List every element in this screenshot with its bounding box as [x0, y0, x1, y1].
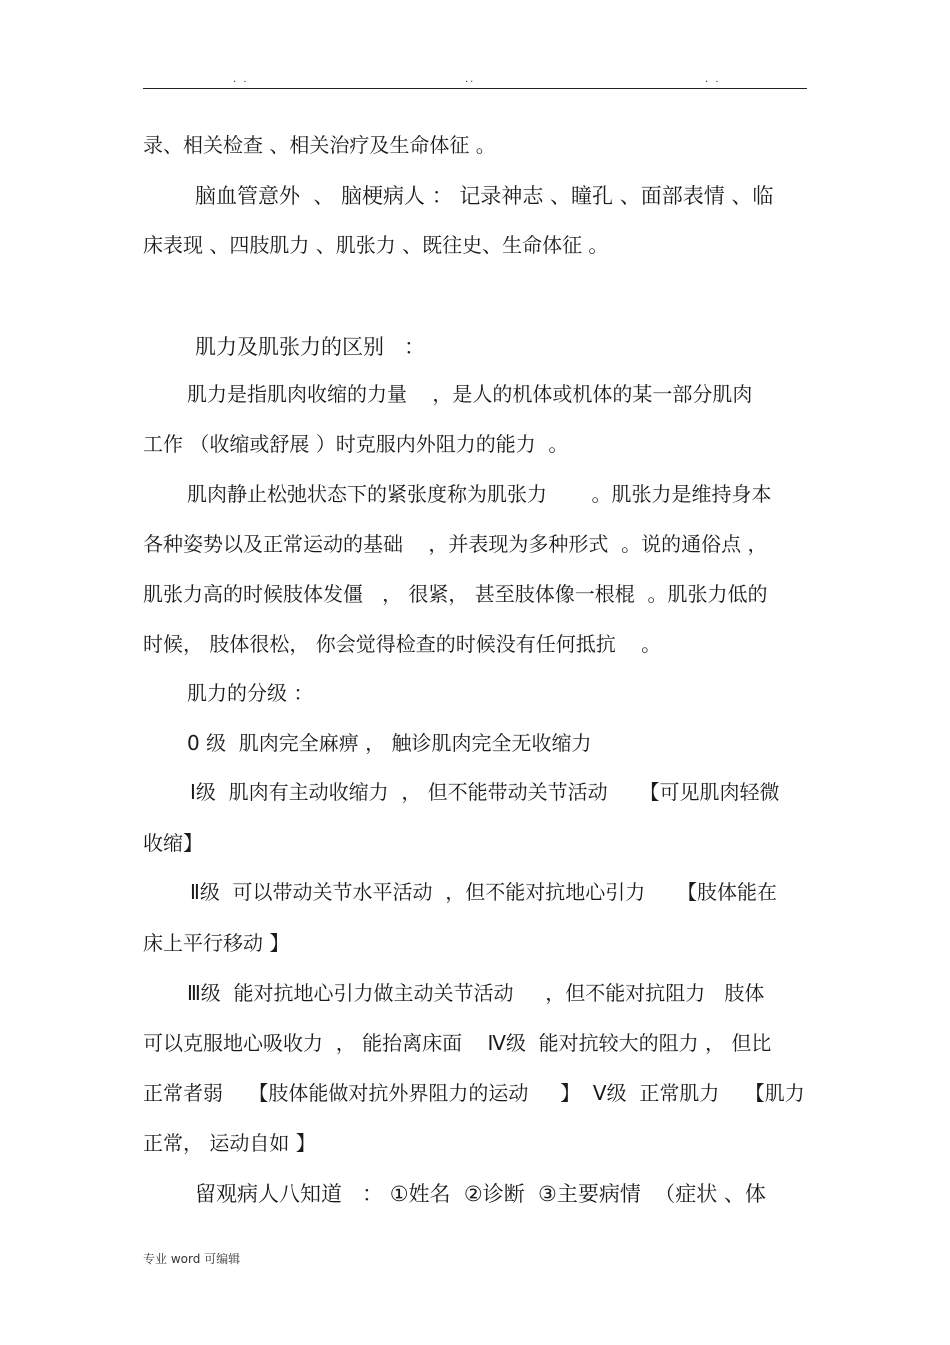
header-mark-center: ..: [465, 74, 476, 85]
text-line: Ⅰ级 肌肉有主动收缩力 ， 但不能带动关节活动 【可见肌肉轻微: [190, 780, 780, 804]
text-line: 正常， 运动自如 】: [143, 1131, 316, 1155]
text-line: 0 级 肌肉完全麻痹 ， 触诊肌肉完全无收缩力: [187, 731, 592, 755]
text-line: 肌肉静止松弛状态下的紧张度称为肌张力 。肌张力是维持身本: [187, 482, 772, 506]
text-line: 床表现 、四肢肌力 、肌张力 、既往史、生命体征 。: [143, 233, 609, 257]
text-line: 肌力的分级 ：: [187, 681, 314, 705]
text-line: 床上平行移动 】: [143, 931, 290, 955]
text-line: 正常者弱 【肢体能做对抗外界阻力的运动 】 Ⅴ级 正常肌力 【肌力: [143, 1081, 805, 1105]
text-line: 各种姿势以及正常运动的基础 ，并表现为多种形式 。说的通俗点 ，: [143, 532, 768, 556]
text-line: 留观病人八知道 ： ①姓名 ②诊断 ③主要病情 （症状 、体: [195, 1182, 766, 1206]
text-line: 收缩】: [143, 831, 203, 855]
text-line: 录、相关检查 、相关治疗及生命体征 。: [143, 133, 496, 157]
header-rule: [143, 88, 807, 89]
section-heading: 肌力及肌张力的区别 ：: [195, 335, 426, 359]
header-mark-right: . .: [705, 74, 721, 85]
text-line: 脑血管意外 、 脑梗病人 ： 记录神志 、瞳孔 、面部表情 、临: [195, 184, 774, 208]
text-line: 可以克服地心吸收力 ， 能抬离床面 Ⅳ级 能对抗较大的阻力 ， 但比: [143, 1031, 772, 1055]
text-line: 肌力是指肌肉收缩的力量 ，是人的机体或机体的某一部分肌肉: [187, 382, 753, 406]
text-line: 工作 （收缩或舒展 ）时克服内外阻力的能力 。: [143, 432, 569, 456]
text-line: 时候， 肢体很松， 你会觉得检查的时候没有任何抵抗 。: [143, 632, 662, 656]
header-mark-left: . .: [233, 74, 249, 85]
page-footer: 专业 word 可编辑: [143, 1252, 241, 1266]
text-line: Ⅱ级 可以带动关节水平活动 ，但不能对抗地心引力 【肢体能在: [190, 880, 778, 904]
text-line: 肌张力高的时候肢体发僵 ， 很紧， 甚至肢体像一根棍 。肌张力低的: [143, 582, 768, 606]
text-line: Ⅲ级 能对抗地心引力做主动关节活动 ，但不能对抗阻力 肢体: [187, 981, 765, 1005]
